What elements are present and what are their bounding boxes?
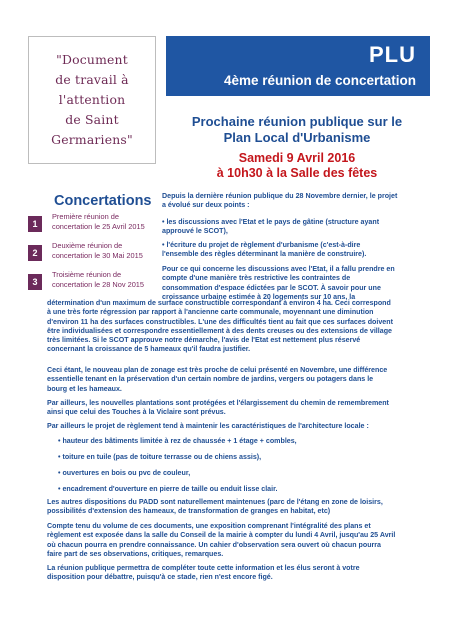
text-line: Depuis la dernière réunion publique du 28 Novembre dernier, le projet bbox=[162, 192, 398, 200]
zonage-paragraph bbox=[47, 366, 418, 394]
meeting-number-badge: 1 bbox=[28, 216, 42, 232]
text-line: d'environ 11 ha des surfaces constructibles. L'une des difficultés tient au fait que ces surfaces doivent bbox=[47, 317, 393, 326]
text-line: Ceci étant, le nouveau plan de zonage est très proche de celui présenté en Novembre, une différence bbox=[47, 366, 388, 374]
meeting-item-1 bbox=[28, 212, 158, 240]
text-line: approuvé le SCOT), bbox=[162, 227, 228, 236]
text-line: Compte tenu du volume de ces documents, une exposition comprenant l'intégralité des plans et bbox=[47, 522, 371, 530]
scot-paragraph-top bbox=[162, 265, 418, 302]
text-line: bourg et les hameaux. bbox=[47, 384, 122, 393]
text-line: faire part de ses observations, critiques, remarques. bbox=[47, 549, 224, 558]
meeting-line: concertation le 25 Avril 2015 bbox=[52, 222, 145, 231]
text-line: Pour ce qui concerne les discussions avec l'Etat, il a fallu prendre en bbox=[162, 265, 395, 273]
text-line: possibilités d'extension des hameaux, de transformation de granges en habitat, etc) bbox=[47, 507, 331, 516]
quote-box bbox=[28, 36, 156, 164]
exposition-paragraph bbox=[47, 522, 418, 559]
rule-bullet-ouvertures: • ouvertures en bois ou pvc de couleur, bbox=[58, 469, 191, 477]
quote-line: l'attention bbox=[58, 92, 126, 107]
text-line: à une très forte régression par rapport à l'ancienne carte communale, moyennant une diminution bbox=[47, 308, 374, 317]
text-line: compte d'une manière très restrictive les contraintes de bbox=[162, 274, 351, 283]
meeting-text bbox=[52, 270, 144, 290]
quote-line: Germariens" bbox=[51, 132, 133, 147]
text-line: Par ailleurs le projet de règlement tend à maintenir les caractéristiques de l'architecture locale : bbox=[47, 422, 369, 430]
meeting-line: concertation le 28 Nov 2015 bbox=[52, 280, 145, 289]
text-line: consommation d'espace édictées par le SCOT. À savoir pour une bbox=[162, 283, 381, 292]
plu-banner bbox=[166, 36, 430, 96]
text-line: très limitées. Si le SCOT approuve notre démarche, l'avis de l'Etat est nettement plus réservé bbox=[47, 336, 361, 345]
scot-paragraph-bottom bbox=[47, 299, 418, 355]
quote-line: de Saint bbox=[65, 112, 119, 127]
text-line: être individualisées et correspondre essentiellement à des dents creuses ou des extensions de village bbox=[47, 326, 392, 335]
quote-line: "Document bbox=[56, 52, 128, 67]
meeting-line: Troisième réunion de bbox=[52, 270, 122, 279]
text-line: détermination d'un maximum de surface constructible correspondant à environ 4 ha. Ceci correspond bbox=[47, 299, 391, 307]
text-line: où chacun pourra en prendre connaissance. Un cahier d'observation sera ouvert où chacun pourra bbox=[47, 540, 381, 549]
text-line: • l'écriture du projet de règlement d'urbanisme (c'est-à-dire bbox=[162, 241, 361, 249]
padd-paragraph bbox=[47, 498, 418, 517]
meeting-item-2 bbox=[28, 241, 158, 269]
text-line: l'ensemble des règles déterminant la manière de construire). bbox=[162, 250, 367, 259]
headline-line: Plan Local d'Urbanisme bbox=[223, 130, 371, 145]
meeting-item-3 bbox=[28, 270, 158, 298]
intro-paragraph bbox=[162, 192, 418, 211]
rule-bullet-encadrement: • encadrement d'ouverture en pierre de taille ou enduit lisse clair. bbox=[58, 485, 278, 493]
meeting-text bbox=[52, 212, 145, 232]
banner-subtitle: 4ème réunion de concertation bbox=[223, 73, 416, 88]
date-line: à 10h30 à la Salle des fêtes bbox=[216, 166, 378, 180]
headline-line: Prochaine réunion publique sur le bbox=[191, 114, 403, 129]
banner-title: PLU bbox=[369, 42, 416, 67]
text-line: croissance urbaine estimée à 20 logements sur 10 ans, la bbox=[162, 292, 356, 301]
quote-text bbox=[45, 50, 139, 150]
meeting-line: concertation le 30 Mai 2015 bbox=[52, 251, 143, 260]
text-line: Par ailleurs, les nouvelles plantations sont protégées et l'élargissement du chemin de remembrement bbox=[47, 399, 389, 407]
meeting-line: Première réunion de bbox=[52, 212, 119, 221]
rule-bullet-toiture: • toiture en tuile (pas de toiture terrasse ou de chiens assis), bbox=[58, 453, 262, 461]
bullet-reglement bbox=[162, 241, 418, 260]
text-line: • les discussions avec l'Etat et le pays de gâtine (structure ayant bbox=[162, 218, 380, 226]
reglement-paragraph bbox=[47, 422, 418, 431]
headline bbox=[166, 114, 428, 146]
text-line: disposition pour débattre, puisqu'à ce stade, rien n'est encore figé. bbox=[47, 573, 273, 582]
reunion-paragraph bbox=[47, 564, 418, 583]
text-line: Les autres dispositions du PADD sont naturellement maintenues (parc de l'étang en zone de loisirs, bbox=[47, 498, 383, 506]
date-line: Samedi 9 Avril 2016 bbox=[238, 151, 356, 165]
text-line: concernant la croissance de 5 hameaux qu'il faudra justifier. bbox=[47, 345, 251, 354]
meeting-date bbox=[166, 151, 428, 181]
bullet-etat bbox=[162, 218, 418, 237]
text-line: règlement est exposée dans la salle du Conseil de la mairie à compter du lundi 4 Avril, jusqu'au 25 Avril bbox=[47, 531, 396, 540]
meeting-line: Deuxième réunion de bbox=[52, 241, 123, 250]
meeting-number-badge: 3 bbox=[28, 274, 42, 290]
meeting-number-badge: 2 bbox=[28, 245, 42, 261]
plantations-paragraph bbox=[47, 399, 418, 418]
text-line: ainsi que celui des Touches à la Viclaire sont prévus. bbox=[47, 408, 226, 417]
sidebar-title: Concertations bbox=[54, 193, 152, 209]
meeting-text bbox=[52, 241, 143, 261]
text-line: essentielle tenant en la préservation d'un certain nombre de jardins, vergers ou potagers dans le bbox=[47, 375, 374, 384]
text-line: a évolué sur deux points : bbox=[162, 201, 250, 210]
rule-bullet-hauteur: • hauteur des bâtiments limitée à rez de chaussée + 1 étage + combles, bbox=[58, 437, 297, 445]
quote-line: de travail à bbox=[55, 72, 129, 87]
text-line: La réunion publique permettra de compléter toute cette information et les élus seront à votre bbox=[47, 564, 360, 572]
